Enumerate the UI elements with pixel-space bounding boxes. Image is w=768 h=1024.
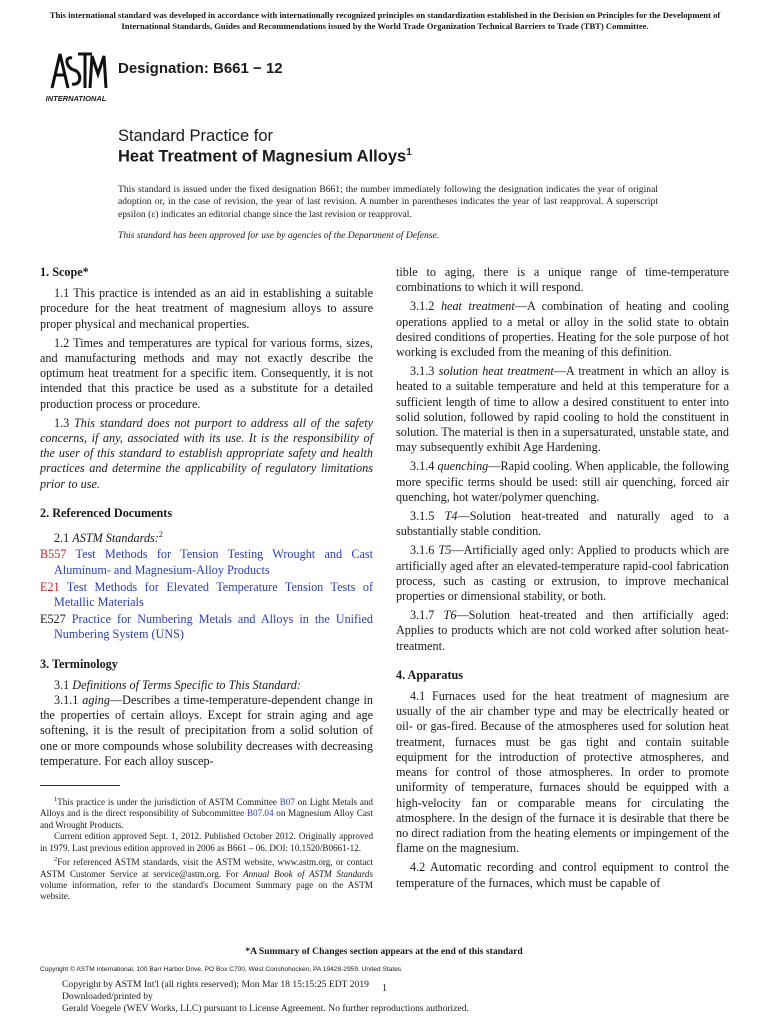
section-1-heading: 1. Scope* bbox=[40, 265, 89, 279]
section-4-heading: 4. Apparatus bbox=[396, 667, 464, 682]
para-2-1 bbox=[40, 527, 373, 546]
footnote-1-b: on Light Metals and Alloys and is the direct responsibility of Subcommittee bbox=[40, 797, 373, 819]
para-1-3 bbox=[40, 416, 373, 492]
right-column bbox=[396, 265, 729, 891]
footnote-1-edition: Current edition approved Sept. 1, 2012. Published October 2012. Originally approved in 1979. Last previous edition approved in 2006 as B661 – 06. DOI: 10.1520/B0661-12. bbox=[40, 831, 373, 853]
ref-title[interactable]: Test Methods for Elevated Temperature Tension Tests of Metallic Materials bbox=[54, 579, 374, 609]
term-quenching: quenching bbox=[437, 459, 489, 474]
download-stamp-line-1: Copyright by ASTM Int'l (all rights reserved); Mon Mar 18 15:15:25 EDT 2019 bbox=[62, 979, 369, 990]
term-t5: T5 bbox=[438, 543, 452, 558]
para-2-1-num: 2.1 bbox=[54, 531, 73, 546]
approved-note: This standard has been approved for use by agencies of the Department of Defense. bbox=[118, 230, 440, 241]
download-stamp-line-3: Gerald Voegele (WEV Works, LLC) pursuant to License Agreement. No further reproductions authorized. bbox=[62, 1003, 469, 1015]
para-1-2: 1.2 Times and temperatures are typical for various forms, sizes, and manufacturing methods and may not exactly describe the optimum heat treatment for a specific item. Consequently, it is not intended that this practice be used as a substitute for a detailed production process or procedure. bbox=[40, 335, 373, 411]
para-3-1-5-text: —Solution heat-treated and naturally aged to a substantially stable condition. bbox=[396, 509, 729, 539]
para-3-1-6-text: —Artificially aged only: Applied to products which are artificially aged after an elevated-temperature rapid-cool fabrication process, such as casting or extrusion, to improve mechanical properties or dimensional stability, or both. bbox=[396, 543, 730, 604]
ref-code[interactable]: E21 bbox=[40, 579, 60, 594]
para-1-1: 1.1 This practice is intended as an aid in establishing a suitable procedure for the heat treatment of magnesium alloys to assure proper physical and mechanical properties. bbox=[40, 286, 373, 331]
para-3-1-2-text: —A combination of heating and cooling operations applied to a metal or alloy in the solid state to obtain desired conditions of properties. Heating for the sole purpose of hot working is excluded from the meaning of this definition. bbox=[396, 299, 730, 360]
ref-e527[interactable] bbox=[40, 612, 373, 642]
tbt-notice: This international standard was developed in accordance with internationally recognized principles on standardization established in the Decision on Principles for the Development of International Standards, Guides and Recommendations issued by the World Trade Organization Technical Barriers to Trade (TBT) Committee. bbox=[49, 10, 721, 31]
term-solution-heat-treatment: solution heat treatment bbox=[438, 364, 554, 379]
footnote-2-mark: 2 bbox=[54, 856, 58, 864]
committee-b07-link[interactable]: B07 bbox=[279, 797, 295, 808]
title-text: Heat Treatment of Magnesium Alloys bbox=[118, 147, 407, 166]
footnote-1-a: This practice is under the jurisdiction of ASTM Committee bbox=[57, 797, 280, 808]
section-2-heading: 2. Referenced Documents bbox=[40, 505, 173, 520]
para-3-1-3-num: 3.1.3 bbox=[410, 364, 439, 379]
title-line-1: Standard Practice for bbox=[118, 127, 273, 145]
para-3-1-5-num: 3.1.5 bbox=[410, 509, 445, 524]
ref-title[interactable]: Test Methods for Tension Testing Wrought and Cast Aluminum- and Magnesium-Alloy Products bbox=[54, 547, 373, 577]
logo-subtitle: INTERNATIONAL bbox=[45, 94, 107, 103]
summary-of-changes-note: *A Summary of Changes section appears at the end of this standard bbox=[245, 946, 523, 957]
subcommittee-b07-04-link[interactable]: B07.04 bbox=[246, 808, 274, 819]
footnote-1-c: on Magnesium Alloy Cast and Wrought Products. bbox=[40, 808, 373, 830]
page-title bbox=[118, 147, 412, 167]
ref-code: E527 bbox=[40, 612, 66, 627]
footnote-1-mark: 1 bbox=[54, 796, 58, 803]
ref-code[interactable]: B557 bbox=[40, 547, 67, 562]
term-t4: T4 bbox=[444, 509, 458, 524]
para-3-1-4-num: 3.1.4 bbox=[410, 459, 438, 474]
para-3-1-1-text: —Describes a time-temperature-dependent change in the properties of certain alloys. Except for strain aging and age softening, it is the result of precipitation from a solid solution of one or more compounds whose solubility decreases with decreasing temperature. For each alloy suscep- bbox=[40, 692, 374, 768]
para-3-1-7-num: 3.1.7 bbox=[410, 608, 444, 623]
term-t6: T6 bbox=[443, 608, 457, 623]
download-stamp-line-2: Downloaded/printed by bbox=[62, 991, 153, 1003]
para-3-1-7 bbox=[396, 608, 729, 654]
para-3-1-1-num: 3.1.1 bbox=[54, 692, 83, 707]
issued-note: This standard is issued under the fixed designation B661; the number immediately following the designation indicates the year of original adoption or, in the case of revision, the year of last revision. A number in parentheses indicates the year of last reapproval. A superscript epsilon (ε) indicates an editorial change since the last revision or reapproval. bbox=[118, 184, 658, 220]
page-number: 1 bbox=[382, 983, 387, 994]
para-3-1-6-num: 3.1.6 bbox=[410, 543, 439, 558]
para-2-1-text: ASTM Standards: bbox=[72, 531, 159, 546]
copyright-line: Copyright © ASTM International, 100 Barr Harbor Drive, PO Box C700, West Conshohocken, PA 19428-2959. United States bbox=[40, 966, 402, 973]
para-4-1: 4.1 Furnaces used for the heat treatment of magnesium are usually of the air chamber type and may be electrically heated or oil- or gas-fired. Because of the atmospheres used for solution heat treatment, furnaces must be gas tight and contain suitable equipment for the introduction of protective atmospheres, and means for control of those atmospheres. In order to promote uniformity of temperature, furnaces should be equipped with a high-velocity fan or comparable means for circulating the atmosphere. In the design of the furnace it is desirable that there be no direct radiation from the heating elements or impingement of the flame on the magnesium. bbox=[396, 689, 729, 856]
para-3-1-6 bbox=[396, 543, 729, 604]
para-3-1-3 bbox=[396, 364, 729, 455]
astm-logo bbox=[42, 48, 110, 108]
para-3-1-4 bbox=[396, 459, 729, 505]
para-3-1-5 bbox=[396, 509, 729, 539]
footnote-2-italic: Annual Book of ASTM Standards bbox=[243, 868, 373, 879]
term-heat-treatment: heat treatment bbox=[440, 299, 515, 314]
ref-b557[interactable] bbox=[40, 547, 373, 577]
download-stamp bbox=[62, 979, 469, 1016]
para-3-1-3-text: —A treatment in which an alloy is heated to a suitable temperature and held at this temperature for a sufficient length of time to allow a desired constituent to enter into solid solution, followed by rapid cooling to hold the constituent in solution. The material is then in a supersaturated, unstable state, and may subsequently exhibit Age Hardening. bbox=[396, 364, 730, 455]
footnote-2-b: volume information, refer to the standard's Document Summary page on the ASTM website. bbox=[40, 879, 373, 902]
ref-e21[interactable] bbox=[40, 580, 373, 610]
para-3-1-4-text: —Rapid cooling. When applicable, the following more specific terms should be used: still air quenching, forced air quenching, hot water/polymer quenching. bbox=[396, 459, 729, 504]
ref-title[interactable]: Practice for Numbering Metals and Alloys in the Unified Numbering System (UNS) bbox=[54, 612, 373, 642]
left-column bbox=[40, 265, 373, 769]
footnote-1 bbox=[40, 794, 373, 831]
term-aging: aging bbox=[82, 692, 110, 707]
para-3-1-2 bbox=[396, 299, 729, 360]
designation: Designation: B661 − 12 bbox=[118, 60, 283, 77]
footnote-rule bbox=[40, 785, 120, 786]
section-3-heading: 3. Terminology bbox=[40, 656, 118, 671]
footnote-2-a: For referenced ASTM standards, visit the ASTM website, www.astm.org, or contact ASTM Customer Service at service@astm.org. For bbox=[40, 857, 373, 879]
para-1-3-num: 1.3 bbox=[54, 415, 74, 430]
para-4-2: 4.2 Automatic recording and control equipment to control the temperature of the furnaces, which must be capable of bbox=[396, 860, 729, 890]
footnotes bbox=[40, 794, 373, 903]
para-3-1-text: Definitions of Terms Specific to This Standard: bbox=[72, 677, 301, 692]
para-3-1-1 bbox=[40, 693, 373, 769]
para-3-1-7-text: —Solution heat-treated and then artificially aged: Applies to products which are not cold worked after solution heat-treatment. bbox=[396, 608, 729, 653]
para-3-1-2-num: 3.1.2 bbox=[410, 299, 441, 314]
footnote-2 bbox=[40, 854, 373, 903]
para-3-1-num: 3.1 bbox=[54, 677, 73, 692]
para-2-1-mark: 2 bbox=[158, 530, 163, 540]
title-footnote-mark: 1 bbox=[406, 147, 412, 158]
para-1-3-text: This standard does not purport to address all of the safety concerns, if any, associated with its use. It is the responsibility of the user of this standard to establish appropriate safety and health practices and determine the applicability of regulatory limitations prior to use. bbox=[40, 415, 374, 491]
para-3-1-1-cont: tible to aging, there is a unique range of time-temperature combinations to which it will respond. bbox=[396, 265, 729, 295]
para-3-1 bbox=[40, 678, 373, 693]
